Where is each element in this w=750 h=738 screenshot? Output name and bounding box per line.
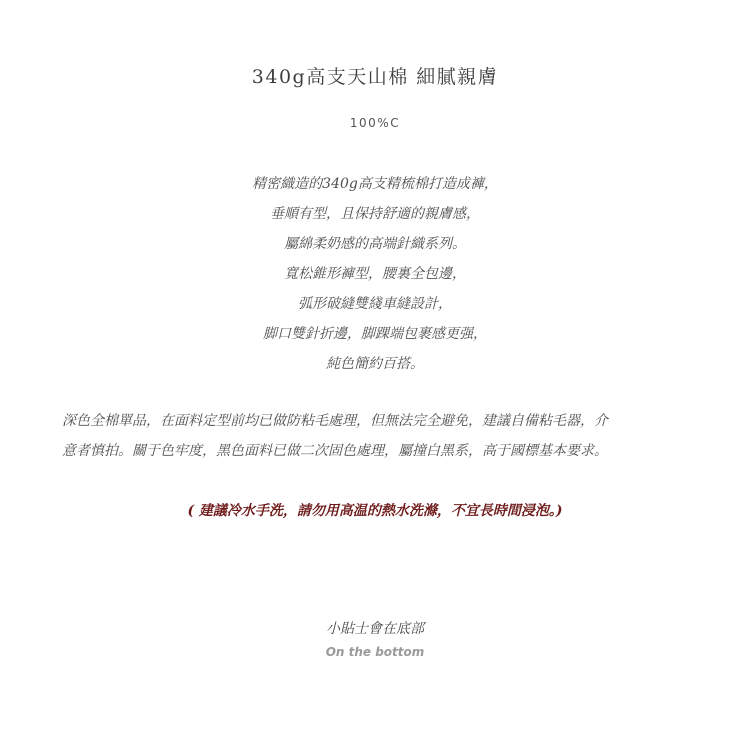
description-line: 垂順有型，且保持舒適的親膚感， — [270, 206, 480, 222]
product-description — [0, 169, 750, 379]
care-notice — [62, 406, 692, 466]
description-line: 脚口雙針折邊，脚踝端包裹感更强， — [263, 326, 487, 342]
product-title: 340g高支天山棉 細膩親膚 — [251, 66, 499, 88]
description-line: 屬綿柔奶感的高端針織系列。 — [284, 236, 466, 252]
notice-line: 深色全棉單品，在面料定型前均已做防粘毛處理，但無法完全避免，建議自備粘毛器，介 — [62, 413, 608, 429]
material-composition: 100%C — [349, 116, 401, 130]
tip-heading: 小貼士會在底部 — [326, 621, 424, 637]
description-line: 純色簡約百搭。 — [326, 356, 424, 372]
description-line: 精密織造的340g高支精梳棉打造成褲， — [252, 176, 498, 192]
description-line: 寬松錐形褲型，腰裏全包邊， — [284, 266, 466, 282]
description-line: 弧形破縫雙綫車縫設計， — [298, 296, 452, 312]
wash-instructions: ( 建議冷水手洗，請勿用高温的熱水洗滌，不宜長時間浸泡。) — [187, 503, 563, 519]
notice-line: 意者慎拍。關于色牢度，黑色面料已做二次固色處理，屬撞白黑系，高于國標基本要求。 — [62, 443, 608, 459]
tip-subheading: On the bottom — [325, 645, 425, 659]
